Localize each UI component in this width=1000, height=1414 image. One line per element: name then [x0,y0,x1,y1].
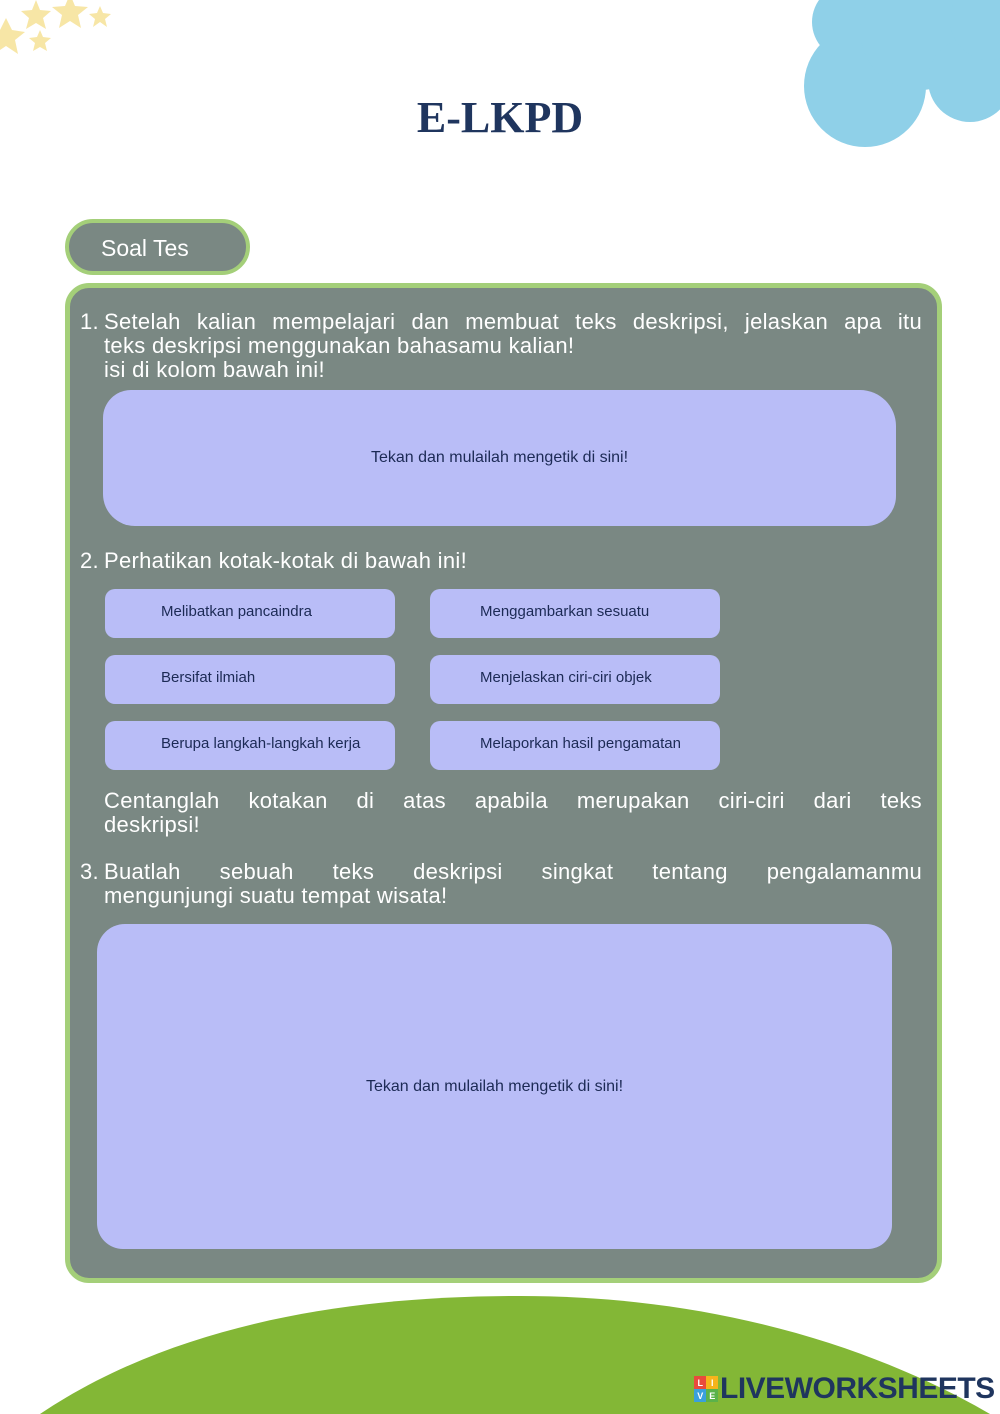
section-tag-soal-tes: Soal Tes [65,219,250,275]
logo-mark-letter: V [694,1389,706,1402]
checkbox-option[interactable]: Menggambarkan sesuatu [430,589,720,638]
question-number: 2. [80,548,99,573]
logo-mark-letter: I [706,1376,718,1389]
page-title: E-LKPD [416,93,584,142]
logo-mark-letter: E [706,1389,718,1402]
question-text [104,310,922,382]
question-2 [80,549,922,573]
logo-mark-letter: L [694,1376,706,1389]
question-line: teks deskripsi menggunakan bahasamu kalian! [104,333,575,358]
question-line: Setelah kalian mempelajari dan membuat teks deskripsi, jelaskan apa itu [104,309,922,334]
instruction-text [104,789,922,837]
checkbox-option[interactable]: Melaporkan hasil pengamatan [430,721,720,770]
checkbox-option[interactable]: Berupa langkah-langkah kerja [105,721,395,770]
question-text [104,549,922,573]
question-number: 1. [80,309,99,334]
question-line: Buatlah sebuah teks deskripsi singkat tentang pengalamanmu [104,859,922,884]
question-text [104,860,922,908]
liveworksheets-logo-icon [694,1376,718,1402]
instruction-line: Centanglah kotakan di atas apabila merupakan ciri-ciri dari teks [104,788,922,813]
answer-input-1[interactable]: Tekan dan mulailah mengetik di sini! [103,390,896,526]
logo-text: LIVEWORKSHEETS [720,1372,995,1405]
question-3 [80,860,922,908]
liveworksheets-logo [694,1372,995,1406]
instruction-line: deskripsi! [104,812,200,837]
question-line: isi di kolom bawah ini! [104,357,325,382]
question-line: mengunjungi suatu tempat wisata! [104,883,448,908]
question-1 [80,310,922,382]
question-2-instruction [104,789,922,837]
question-line: Perhatikan kotak-kotak di bawah ini! [104,548,467,573]
question-number: 3. [80,859,99,884]
checkbox-option[interactable]: Melibatkan pancaindra [105,589,395,638]
checkbox-option[interactable]: Menjelaskan ciri-ciri objek [430,655,720,704]
checkbox-option[interactable]: Bersifat ilmiah [105,655,395,704]
stars-decoration [0,0,120,60]
answer-input-3[interactable]: Tekan dan mulailah mengetik di sini! [97,924,892,1249]
